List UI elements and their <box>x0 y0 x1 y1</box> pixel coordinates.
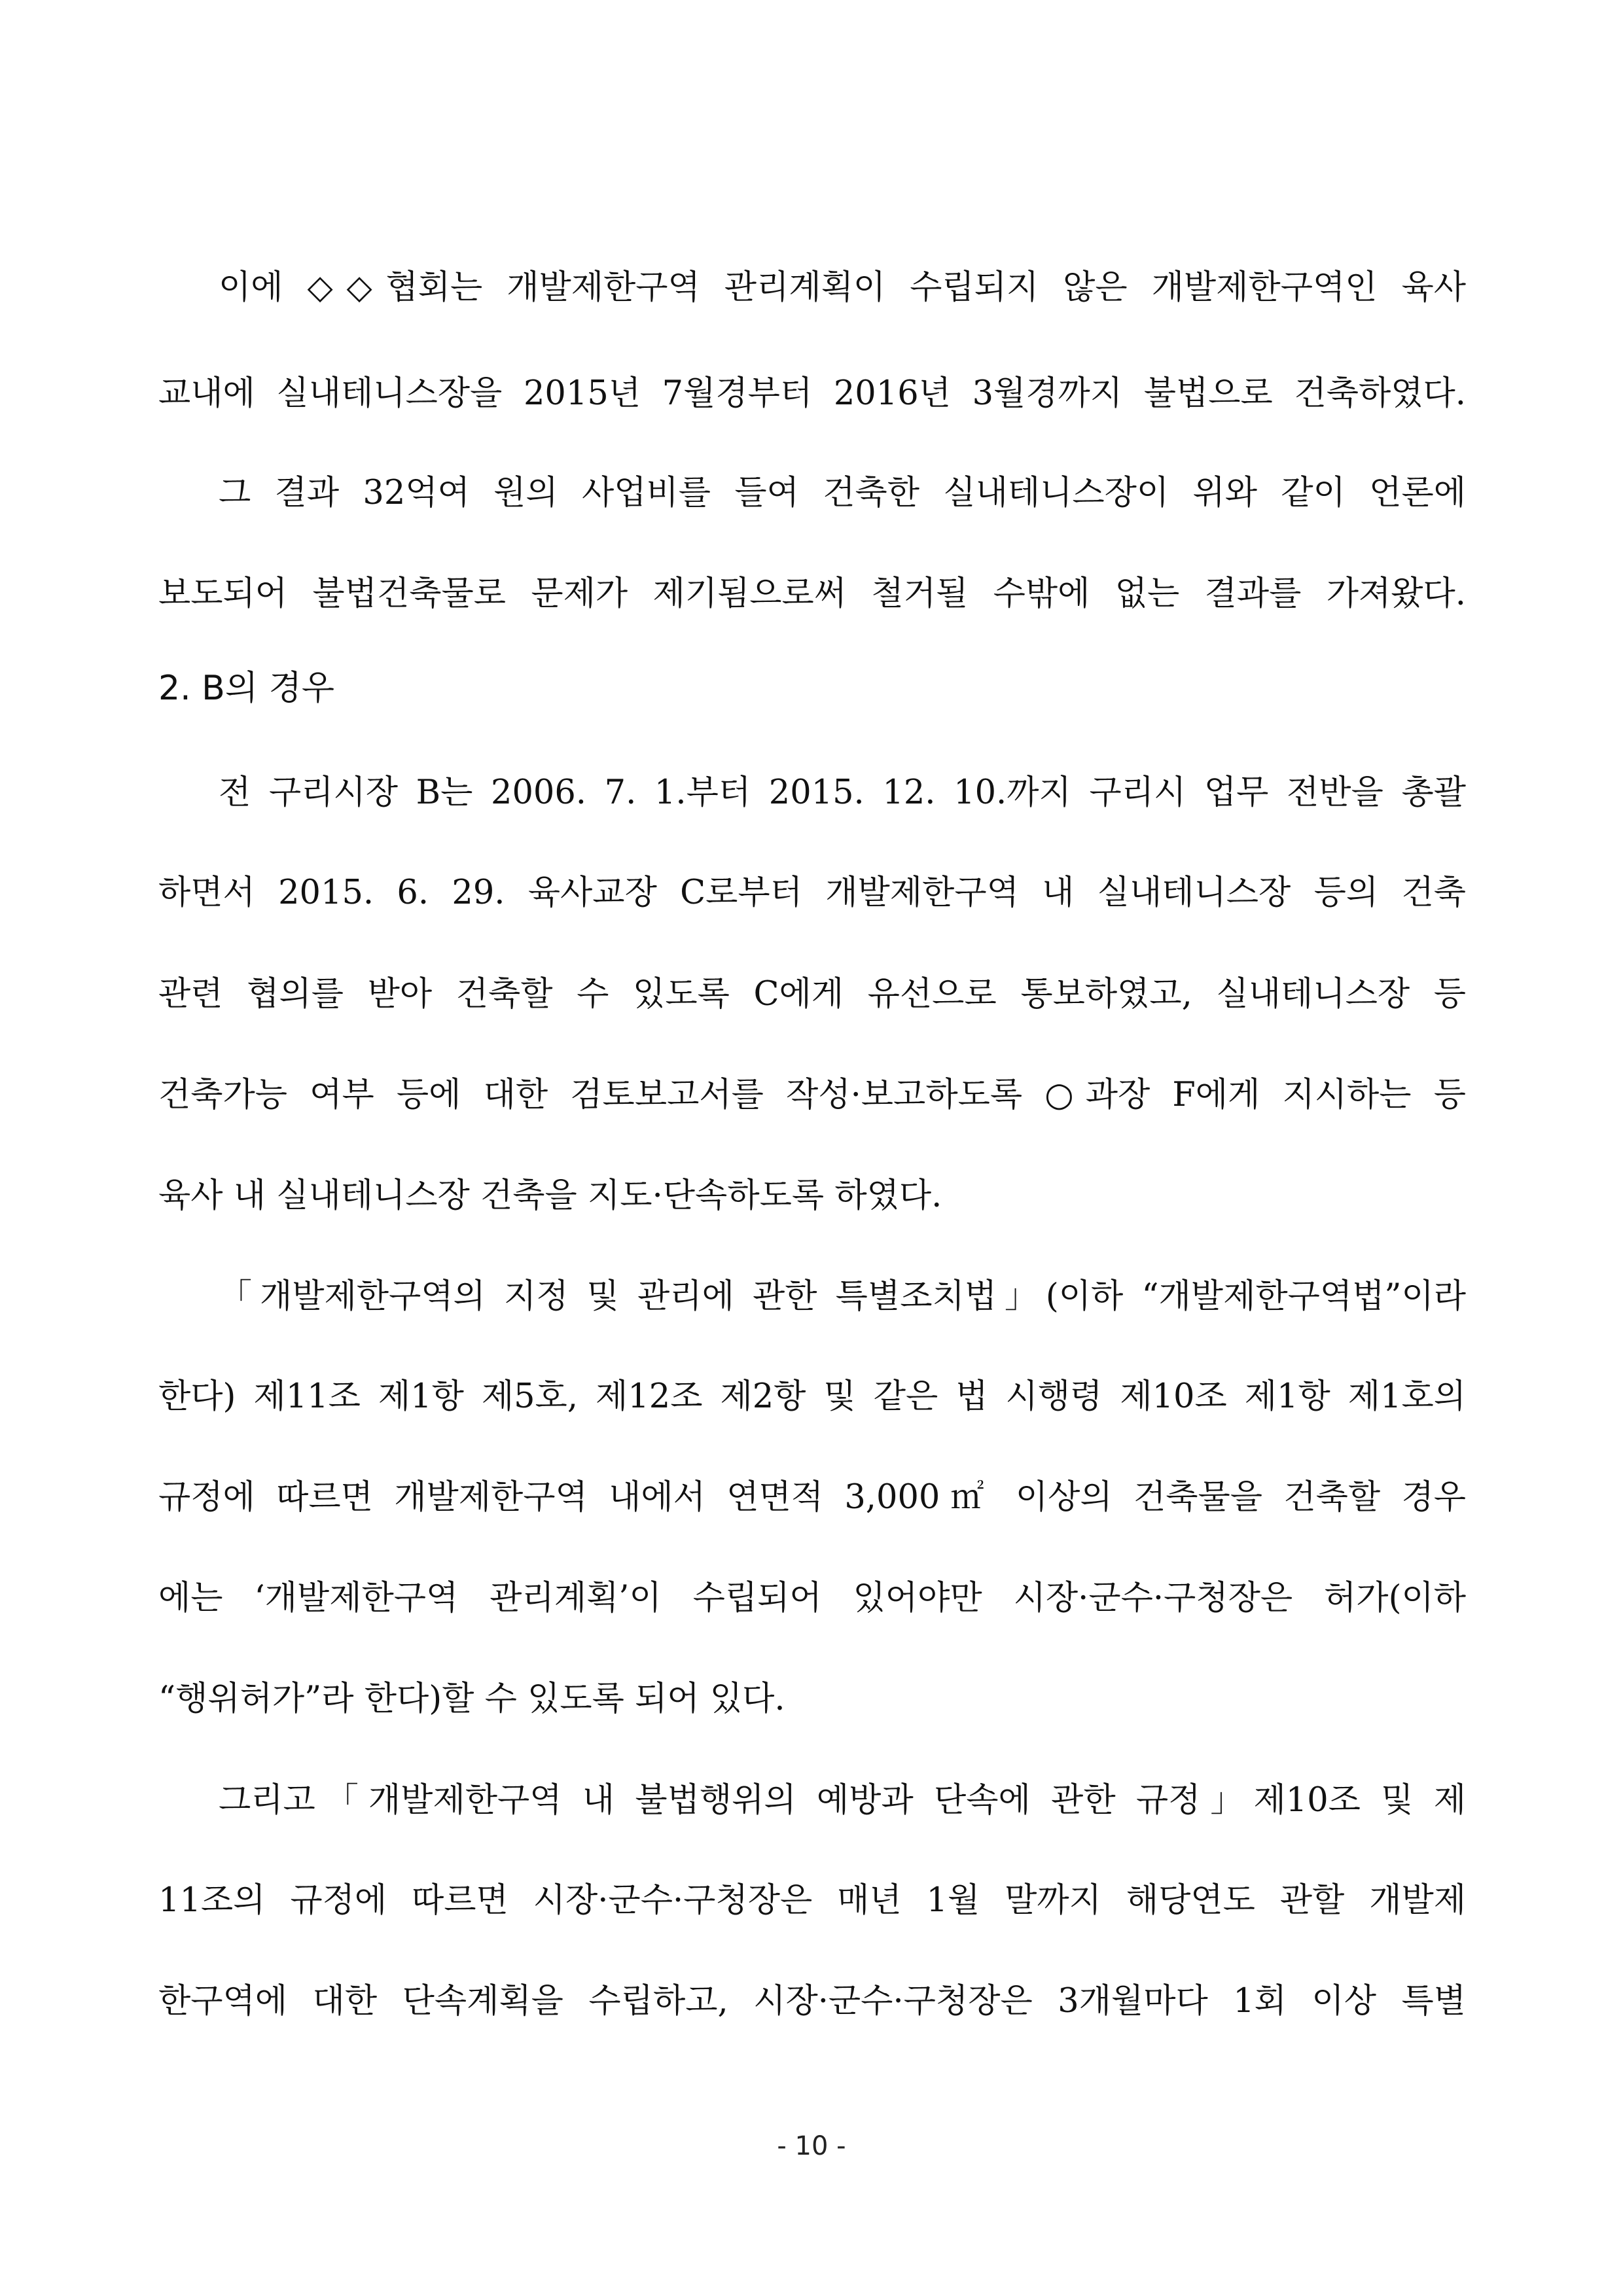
paragraph-2-line-2: 보도되어 불법건축물로 문제가 제기됨으로써 철거될 수밖에 없는 결과를 가져왔다. <box>158 574 1466 613</box>
paragraph-4-line-2: 한다) 제11조 제1항 제5호, 제12조 제2항 및 같은 법 시행령 제10조 제1항 제1호의 <box>158 1377 1466 1416</box>
paragraph-4-line-3: 규정에 따르면 개발제한구역 내에서 연면적 3,000㎡ 이상의 건축물을 건축할 경우 <box>158 1478 1466 1517</box>
page-number: - 10 - <box>777 2131 846 2161</box>
section-heading: 2. B의 경우 <box>158 669 335 708</box>
paragraph-4-line-1: 「개발제한구역의 지정 및 관리에 관한 특별조치법」(이하 “개발제한구역법”이라 <box>219 1277 1466 1316</box>
paragraph-4-line-4: 에는 ‘개발제한구역 관리계획’이 수립되어 있어야만 시장·군수·구청장은 허가(이하 <box>158 1579 1466 1617</box>
paragraph-1-line-1: 이에 ◇◇협회는 개발제한구역 관리계획이 수립되지 않은 개발제한구역인 육사 <box>219 268 1466 307</box>
paragraph-5-line-2: 11조의 규정에 따르면 시장·군수·구청장은 매년 1월 말까지 해당연도 관할 개발제 <box>158 1881 1466 1920</box>
paragraph-3-line-5: 육사 내 실내테니스장 건축을 지도·단속하도록 하였다. <box>158 1176 942 1215</box>
paragraph-4-line-5: “행위허가”라 한다)할 수 있도록 되어 있다. <box>158 1680 785 1718</box>
paragraph-5-line-3: 한구역에 대한 단속계획을 수립하고, 시장·군수·구청장은 3개월마다 1회 이상 특별 <box>158 1982 1466 2021</box>
paragraph-3-line-3: 관련 협의를 받아 건축할 수 있도록 C에게 유선으로 통보하였고, 실내테니스장 등 <box>158 975 1466 1014</box>
paragraph-3-line-1: 전 구리시장 B는 2006. 7. 1.부터 2015. 12. 10.까지 구리시 업무 전반을 총괄 <box>219 773 1466 812</box>
paragraph-3-line-2: 하면서 2015. 6. 29. 육사교장 C로부터 개발제한구역 내 실내테니스장 등의 건축 <box>158 874 1466 912</box>
paragraph-2-line-1: 그 결과 32억여 원의 사업비를 들여 건축한 실내테니스장이 위와 같이 언론에 <box>219 474 1466 512</box>
paragraph-5-line-1: 그리고「개발제한구역 내 불법행위의 예방과 단속에 관한 규정」제10조 및 제 <box>219 1781 1466 1820</box>
paragraph-1-line-2: 교내에 실내테니스장을 2015년 7월경부터 2016년 3월경까지 불법으로 건축하였다. <box>158 374 1466 413</box>
paragraph-3-line-4: 건축가능 여부 등에 대한 검토보고서를 작성·보고하도록 ○과장 F에게 지시하는 등 <box>158 1076 1466 1114</box>
